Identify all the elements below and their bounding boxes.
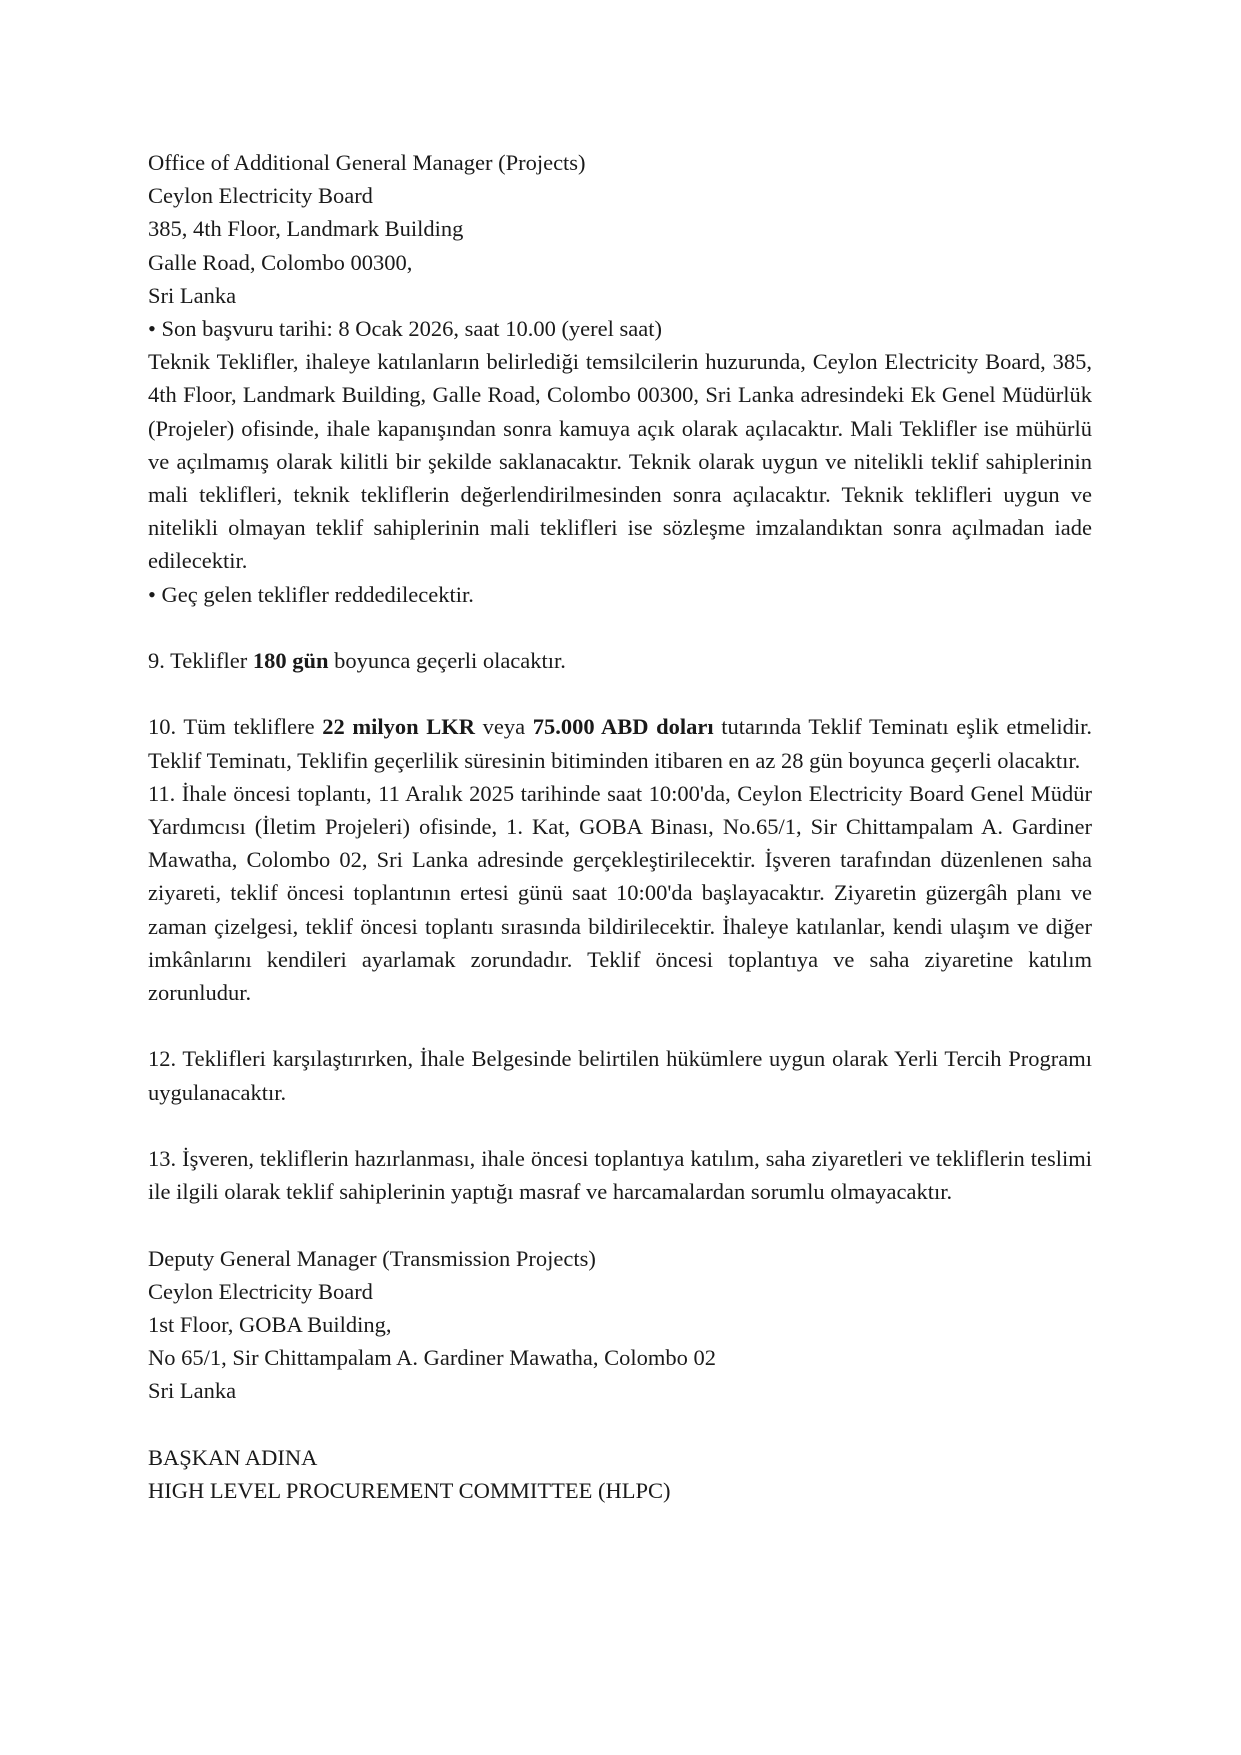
spacer [148, 1408, 1092, 1441]
item-9-text-end: boyunca geçerli olacaktır. [328, 648, 566, 674]
item-10-paragraph [148, 710, 1092, 776]
signature-line: HIGH LEVEL PROCUREMENT COMMITTEE (HLPC) [148, 1478, 671, 1504]
spacer [148, 611, 1092, 644]
late-bids-bullet: • Geç gelen teklifler reddedilecektir. [148, 581, 474, 607]
item-10-text-mid: veya [475, 714, 533, 740]
address-line: Ceylon Electricity Board [148, 1278, 373, 1304]
item-11-paragraph: 11. İhale öncesi toplantı, 11 Aralık 2025 tarihinde saat 10:00'da, Ceylon Electricity Board Genel Müdür Yardımcısı (İletim Projeleri) ofisinde, 1. Kat, GOBA Binası, No.65/1, Sir Chittampalam A. Gardiner Mawatha, Colombo 02, Sri Lanka adresinde gerçekleştirilecektir. İşveren tarafından düzenlenen saha ziyareti, teklif öncesi toplantının ertesi günü saat 10:00'da başlayacaktır. Ziyaretin güzergâh planı ve zaman çizelgesi, teklif öncesi toplantı sırasında bildirilecektir. İhaleye katılanlar, kendi ulaşım ve diğer imkânlarını kendileri ayarlamak zorundadır. Teklif öncesi toplantıya ve saha ziyaretine katılım zorunludur. [148, 780, 1092, 1006]
address-line: Ceylon Electricity Board [148, 183, 373, 209]
address-line: Sri Lanka [148, 282, 237, 308]
spacer [148, 1208, 1092, 1241]
item-10-amount-usd: 75.000 ABD doları [532, 714, 714, 740]
deadline-bullet: • Son başvuru tarihi: 8 Ocak 2026, saat 10.00 (yerel saat) [148, 316, 662, 342]
document-page [148, 146, 1092, 1507]
spacer [148, 677, 1092, 710]
address-line: 1st Floor, GOBA Building, [148, 1312, 392, 1338]
item-12-paragraph: 12. Teklifleri karşılaştırırken, İhale Belgesinde belirtilen hükümlere uygun olarak Yerli Tercih Programı uygulanacaktır. [148, 1046, 1092, 1105]
address-block-bottom [148, 1242, 1092, 1408]
item-10-amount-lkr: 22 milyon LKR [322, 714, 476, 740]
address-line: Galle Road, Colombo 00300, [148, 249, 413, 275]
item-9-paragraph [148, 644, 1092, 677]
address-line: Office of Additional General Manager (Projects) [148, 150, 586, 175]
signature-block [148, 1441, 1092, 1507]
address-line: 385, 4th Floor, Landmark Building [148, 216, 464, 242]
item-9-text: 9. Teklifler [148, 648, 253, 674]
spacer [148, 1109, 1092, 1142]
address-line: No 65/1, Sir Chittampalam A. Gardiner Mawatha, Colombo 02 [148, 1345, 717, 1371]
opening-paragraph: Teknik Teklifler, ihaleye katılanların belirlediği temsilcilerin huzurunda, Ceylon Electricity Board, 385, 4th Floor, Landmark Building, Galle Road, Colombo 00300, Sri Lanka adresindeki Ek Genel Müdürlük (Projeler) ofisinde, ihale kapanışından sonra kamuya açık olarak açılacaktır. Mali Teklifler ise mühürlü ve açılmamış olarak kilitli bir şekilde saklanacaktır. Teknik olarak uygun ve nitelikli teklif sahiplerinin mali teklifleri, teknik tekliflerin değerlendirilmesinden sonra açılacaktır. Teknik teklifleri uygun ve nitelikli olmayan teklif sahiplerinin mali teklifleri ise sözleşme imzalandıktan sonra açılmadan iade edilecektir. [148, 349, 1092, 574]
item-10-text-end: tutarında Teklif Teminatı eşlik etmelidir. Teklif Teminatı, Teklifin geçerlilik süresinin bitiminden itibaren en az 28 gün boyunca geçerli olacaktır. [148, 714, 1092, 773]
signature-line: BAŞKAN ADINA [148, 1444, 318, 1470]
item-10-text: 10. Tüm tekliflere [148, 714, 323, 740]
address-line: Sri Lanka [148, 1378, 237, 1404]
address-block-top [148, 146, 1092, 312]
item-9-bold: 180 gün [252, 648, 329, 674]
spacer [148, 1009, 1092, 1042]
address-line: Deputy General Manager (Transmission Projects) [148, 1245, 596, 1271]
item-13-paragraph: 13. İşveren, tekliflerin hazırlanması, ihale öncesi toplantıya katılım, saha ziyaretleri ve tekliflerin teslimi ile ilgili olarak teklif sahiplerinin yaptığı masraf ve harcamalardan sorumlu olmayacaktır. [148, 1146, 1092, 1205]
